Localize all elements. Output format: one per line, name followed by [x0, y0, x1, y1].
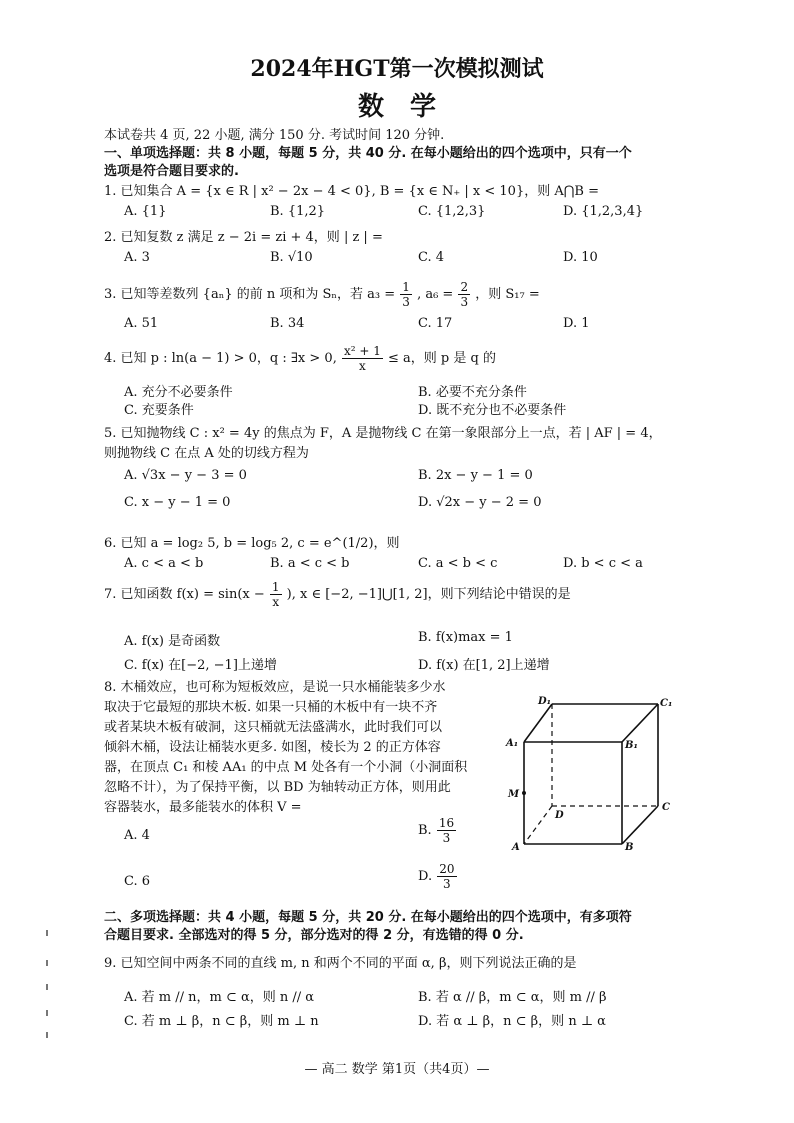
q3-frac1-num: 1: [402, 280, 410, 294]
q1-option-a[interactable]: A. {1}: [124, 204, 167, 219]
q8-option-b[interactable]: [418, 816, 457, 845]
label-c1: C₁: [660, 698, 673, 709]
q8-option-d-num: 20: [439, 862, 455, 876]
q8-option-b-num: 16: [438, 816, 455, 830]
q1-option-d[interactable]: D. {1,2,3,4}: [563, 204, 644, 219]
q4-stem-part-a: 4. 已知 p : ln(a − 1) > 0，q : ∃x > 0,: [104, 351, 337, 366]
q8-line-7: 容器装水，最多能装水的体积 V =: [104, 800, 302, 815]
hidden-edge-d-a: [524, 806, 552, 844]
q9-option-a[interactable]: A. 若 m // n，m ⊂ α，则 n // α: [124, 990, 315, 1005]
q3-option-c[interactable]: C. 17: [418, 316, 453, 331]
q8-option-d-label: D.: [418, 869, 433, 884]
q5-option-c[interactable]: C. x − y − 1 = 0: [124, 495, 231, 510]
section1-heading-cont: 选项是符合题目要求的.: [104, 164, 239, 179]
q8-line-6: 忽略不计），为了保持平衡，以 BD 为轴转动正方体，则用此: [104, 780, 451, 795]
q9-stem: 9. 已知空间中两条不同的直线 m, n 和两个不同的平面 α, β，则下列说法正确的是: [104, 956, 577, 971]
q2-stem: 2. 已知复数 z 满足 z − 2i = zi + 4，则 | z | =: [104, 230, 383, 245]
label-d: D: [555, 810, 564, 821]
scan-mark: [46, 960, 48, 966]
q3-option-a[interactable]: A. 51: [124, 316, 159, 331]
label-a1: A₁: [506, 738, 519, 749]
scan-mark: [46, 1010, 48, 1016]
q8-option-c[interactable]: C. 6: [124, 874, 151, 889]
q7-option-b[interactable]: B. f(x)max = 1: [418, 630, 513, 645]
exam-intro: 本试卷共 4 页, 22 小题, 满分 150 分. 考试时间 120 分钟.: [104, 128, 445, 143]
q7-stem: [104, 580, 571, 609]
q7-stem-part-a: 7. 已知函数 f(x) = sin(x −: [104, 587, 265, 602]
label-b: B: [625, 842, 634, 853]
label-d1: D₁: [538, 696, 552, 707]
q3-stem-part-a: 3. 已知等差数列 {aₙ} 的前 n 项和为 Sₙ，若 a₃ =: [104, 287, 396, 302]
q5-stem: 5. 已知抛物线 C : x² = 4y 的焦点为 F，A 是抛物线 C 在第一象限部分上一点，若 | AF | = 4，: [104, 426, 662, 441]
label-b1: B₁: [625, 740, 638, 751]
q6-option-d[interactable]: D. b < c < a: [563, 556, 643, 571]
q4-frac-num: x² + 1: [343, 344, 381, 358]
q5-option-a[interactable]: A. √3x − y − 3 = 0: [124, 468, 247, 483]
q5-option-b[interactable]: B. 2x − y − 1 = 0: [418, 468, 533, 483]
q8-option-b-den: 3: [442, 831, 451, 845]
q1-stem: 1. 已知集合 A = {x ∈ R | x² − 2x − 4 < 0}, B = {x ∈ N₊ | x < 10}，则 A⋂B =: [104, 184, 599, 199]
q4-option-a[interactable]: A. 充分不必要条件: [124, 385, 233, 400]
q3-frac1-den: 3: [402, 295, 410, 309]
q7-frac-den: x: [272, 595, 280, 609]
q7-option-d[interactable]: D. f(x) 在[1, 2]上递增: [418, 658, 550, 673]
q4-option-d[interactable]: D. 既不充分也不必要条件: [418, 403, 567, 418]
q4-option-b[interactable]: B. 必要不充分条件: [418, 385, 527, 400]
q4-option-c[interactable]: C. 充要条件: [124, 403, 194, 418]
q3-option-d[interactable]: D. 1: [563, 316, 590, 331]
scan-mark: [46, 1032, 48, 1038]
q3-stem-part-b: , a₆ =: [417, 287, 454, 302]
q5-option-d[interactable]: D. √2x − y − 2 = 0: [418, 495, 542, 510]
q5-stem-cont: 则抛物线 C 在点 A 处的切线方程为: [104, 446, 309, 461]
q8-option-a[interactable]: A. 4: [124, 828, 150, 843]
q8-option-b-label: B.: [418, 823, 432, 838]
scan-mark: [46, 984, 48, 990]
q3-fraction-a3: [400, 280, 412, 309]
q1-option-b[interactable]: B. {1,2}: [270, 204, 326, 219]
q7-option-c[interactable]: C. f(x) 在[−2, −1]上递增: [124, 658, 277, 673]
q8-line-1: 8. 木桶效应，也可称为短板效应，是说一只水桶能装多少水: [104, 680, 446, 695]
q8-option-d[interactable]: [418, 862, 458, 891]
edge-b-c: [622, 806, 658, 844]
section2-heading-cont: 合题目要求. 全部选对的得 5 分，部分选对的得 2 分，有选错的得 0 分.: [104, 928, 524, 943]
q7-fraction: [270, 580, 282, 609]
q8-line-2: 取决于它最短的那块木板. 如果一只桶的木板中有一块不齐: [104, 700, 438, 715]
edge-d1-a1: [524, 704, 552, 742]
subject-title: 数 学: [357, 92, 436, 122]
q7-stem-part-b: ), x ∈ [−2, −1]⋃[1, 2]，则下列结论中错误的是: [286, 587, 571, 602]
q3-fraction-a6: [458, 280, 470, 309]
q3-frac2-den: 3: [460, 295, 469, 309]
q8-option-d-fraction: [437, 862, 456, 891]
q2-option-b[interactable]: B. √10: [270, 250, 313, 265]
q4-stem-part-b: ≤ a，则 p 是 q 的: [388, 351, 496, 366]
q2-option-d[interactable]: D. 10: [563, 250, 598, 265]
q9-option-c[interactable]: C. 若 m ⊥ β，n ⊂ β，则 m ⊥ n: [124, 1014, 319, 1029]
q7-option-a[interactable]: A. f(x) 是奇函数: [124, 634, 221, 649]
section2-heading: 二、多项选择题：共 4 小题，每题 5 分，共 20 分. 在每小题给出的四个选项中，有多项符: [104, 910, 632, 925]
q9-option-d[interactable]: D. 若 α ⊥ β，n ⊂ β，则 n ⊥ α: [418, 1014, 606, 1029]
page-footer: — 高二 数学 第1页（共4页）—: [304, 1062, 490, 1077]
label-c: C: [662, 802, 670, 813]
label-m: M: [508, 789, 520, 800]
q8-line-4: 倾斜木桶，设法让桶装水更多. 如图，棱长为 2 的正方体容: [104, 740, 441, 755]
edge-c1-b1: [622, 704, 658, 742]
q1-option-c[interactable]: C. {1,2,3}: [418, 204, 486, 219]
label-a: A: [512, 842, 520, 853]
q4-stem: [104, 344, 496, 373]
q3-frac2-num: 2: [460, 280, 469, 294]
scan-mark: [46, 930, 48, 936]
q3-stem: [104, 280, 540, 309]
q2-option-c[interactable]: C. 4: [418, 250, 445, 265]
point-m: [522, 791, 526, 795]
q3-option-b[interactable]: B. 34: [270, 316, 305, 331]
q7-frac-num: 1: [271, 580, 280, 594]
q8-option-d-den: 3: [443, 877, 451, 891]
q8-line-5: 器，在顶点 C₁ 和棱 AA₁ 的中点 M 处各有一个小洞（小洞面积: [104, 760, 468, 775]
q2-option-a[interactable]: A. 3: [124, 250, 150, 265]
q4-fraction: [342, 344, 383, 373]
q9-option-b[interactable]: B. 若 α // β，m ⊂ α，则 m // β: [418, 990, 607, 1005]
q6-option-b[interactable]: B. a < c < b: [270, 556, 350, 571]
q6-option-a[interactable]: A. c < a < b: [124, 556, 204, 571]
cube-figure: [500, 690, 690, 860]
exam-title: 2024年HGT第一次模拟测试: [250, 56, 544, 82]
section1-heading: 一、单项选择题：共 8 小题，每题 5 分，共 40 分. 在每小题给出的四个选项中，只有一个: [104, 146, 632, 161]
q6-stem: 6. 已知 a = log₂ 5, b = log₅ 2, c = e^(1/2)，则: [104, 536, 400, 551]
q6-option-c[interactable]: C. a < b < c: [418, 556, 498, 571]
q8-line-3: 或者某块木板有破洞，这只桶就无法盛满水，此时我们可以: [104, 720, 443, 735]
q4-frac-den: x: [359, 359, 366, 373]
q3-stem-part-c: ，则 S₁₇ =: [475, 287, 540, 302]
q8-option-b-fraction: [437, 816, 456, 845]
